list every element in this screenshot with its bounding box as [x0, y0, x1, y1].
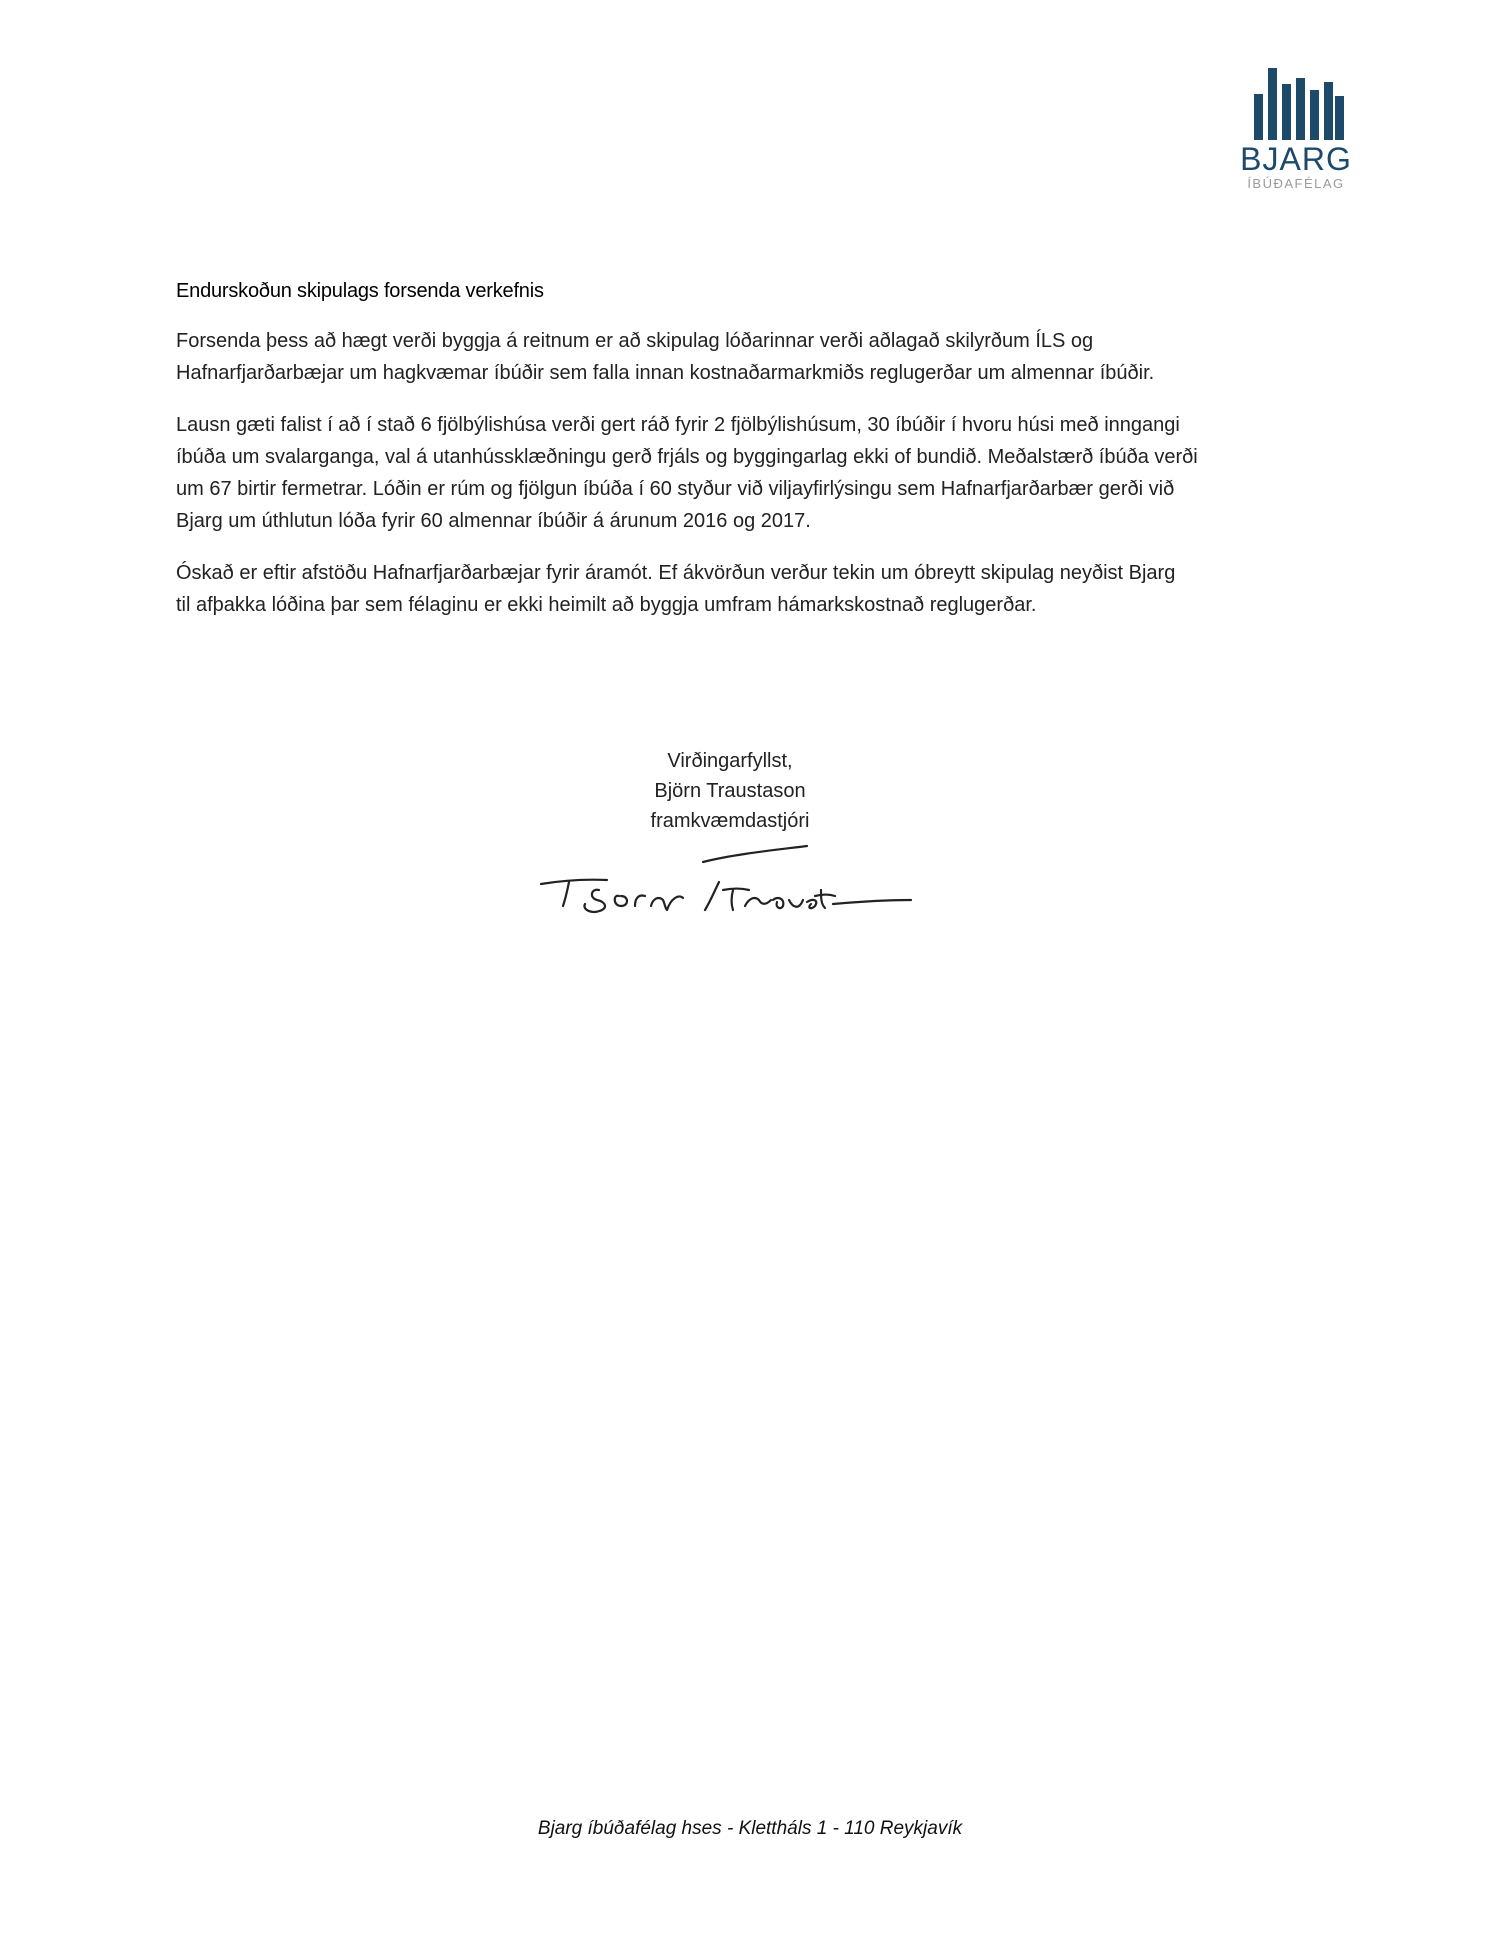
section-heading: Endurskoðun skipulags forsenda verkefnis	[176, 280, 544, 302]
footer-address: Bjarg íbúðafélag hses - Klettháls 1 - 110 Reykjavík	[537, 1818, 963, 1839]
logo-name: BJARG	[1240, 141, 1352, 177]
paragraph-1: Forsenda þess að hægt verði byggja á reitnum er að skipulag lóðarinnar verði aðlagað skilyrðum ÍLS og Hafnarfjarðarbæjar um hagkvæmar íbúðir sem falla innan kostnaðarmarkmiðs reglugerðar um almennar íbúðir.	[176, 330, 1155, 384]
closing-salutation: Virðingarfyllst,	[667, 750, 793, 772]
paragraph-2: Lausn gæti falist í að í stað 6 fjölbýlishúsa verði gert ráð fyrir 2 fjölbýlishúsum, 30 íbúðir í hvoru húsi með inngangi íbúða um svalarganga, val á utanhússklæðningu gerð frjáls og byggingarlag ekki of bundið. Meðalstærð íbúða verði um 67 birtir fermetrar. Lóðin er rúm og fjölgun íbúða í 60 styður við viljayfirlýsingu sem Hafnarfjarðarbær gerði við Bjarg um úthlutun lóða fyrir 60 almennar íbúðir á árunum 2016 og 2017.	[176, 414, 1198, 532]
signatory-title: framkvæmdastjóri	[650, 810, 810, 832]
company-logo	[1236, 64, 1356, 194]
paragraph-3: Óskað er eftir afstöðu Hafnarfjarðarbæjar fyrir áramót. Ef ákvörðun verður tekin um óbreytt skipulag neyðist Bjarg til afþakka lóðina þar sem félaginu er ekki heimilt að byggja umfram hámarkskostnað reglugerðar.	[176, 562, 1176, 616]
logo-subtitle: ÍBÚÐAFÉLAG	[1247, 176, 1345, 191]
signatory-name: Björn Traustason	[654, 780, 806, 802]
building-bars-icon	[1254, 64, 1344, 140]
handwritten-signature	[535, 840, 915, 920]
closing-block	[560, 746, 900, 836]
letter-body	[176, 280, 1326, 641]
